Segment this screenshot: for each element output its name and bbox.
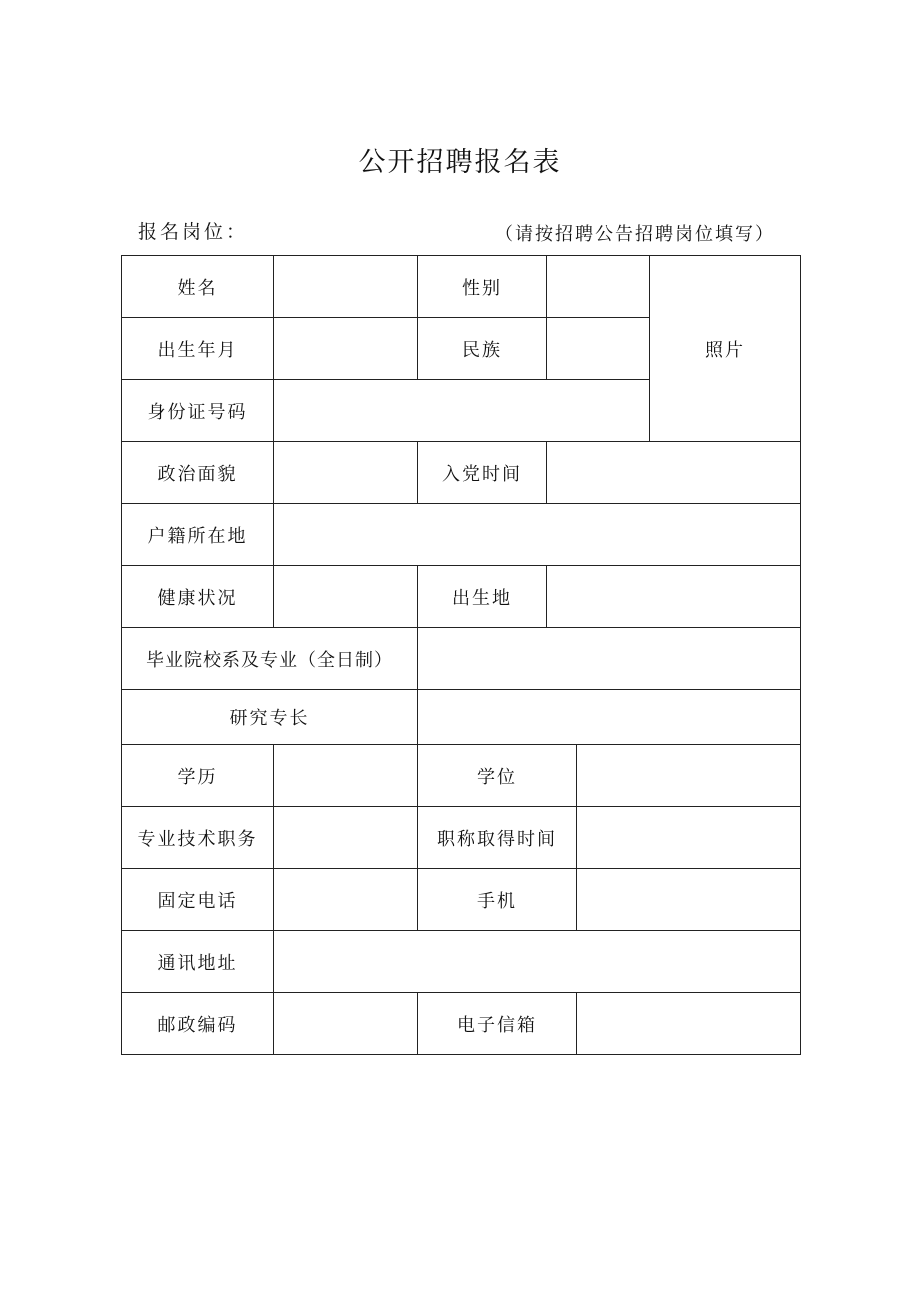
health-status-label: 健康状况: [122, 566, 274, 628]
table-row: [122, 628, 801, 690]
education-input[interactable]: [274, 745, 418, 807]
table-row: [122, 993, 801, 1055]
school-major-input[interactable]: [418, 628, 801, 690]
party-join-date-label: 入党时间: [418, 442, 547, 504]
education-label: 学历: [122, 745, 274, 807]
address-label: 通讯地址: [122, 931, 274, 993]
table-row: [122, 869, 801, 931]
professional-title-label: 专业技术职务: [122, 807, 274, 869]
postal-code-input[interactable]: [274, 993, 418, 1055]
registration-form-table: [121, 255, 801, 1055]
table-row: [122, 931, 801, 993]
birth-date-label: 出生年月: [122, 318, 274, 380]
degree-input[interactable]: [577, 745, 801, 807]
household-registration-input[interactable]: [274, 504, 801, 566]
political-status-input[interactable]: [274, 442, 418, 504]
research-specialty-input[interactable]: [418, 690, 801, 745]
gender-input[interactable]: [547, 256, 650, 318]
address-input[interactable]: [274, 931, 801, 993]
professional-title-input[interactable]: [274, 807, 418, 869]
table-row: [122, 442, 801, 504]
id-number-input[interactable]: [274, 380, 650, 442]
post-note: （请按招聘公告招聘岗位填写）: [495, 224, 775, 245]
title-date-label: 职称取得时间: [418, 807, 577, 869]
email-label: 电子信箱: [418, 993, 577, 1055]
email-input[interactable]: [577, 993, 801, 1055]
name-label: 姓名: [122, 256, 274, 318]
photo-box[interactable]: 照片: [650, 256, 801, 442]
table-row: [122, 256, 801, 318]
research-specialty-label: 研究专长: [122, 690, 418, 745]
title-date-input[interactable]: [577, 807, 801, 869]
school-major-label: 毕业院校系及专业（全日制）: [122, 628, 418, 690]
table-row: [122, 807, 801, 869]
birthplace-input[interactable]: [547, 566, 801, 628]
party-join-date-input[interactable]: [547, 442, 801, 504]
id-number-label: 身份证号码: [122, 380, 274, 442]
gender-label: 性别: [418, 256, 547, 318]
mobile-input[interactable]: [577, 869, 801, 931]
page-title: 公开招聘报名表: [358, 147, 562, 178]
table-row: [122, 690, 801, 745]
postal-code-label: 邮政编码: [122, 993, 274, 1055]
landline-label: 固定电话: [122, 869, 274, 931]
post-label: 报名岗位：: [138, 221, 249, 243]
political-status-label: 政治面貌: [122, 442, 274, 504]
birth-date-input[interactable]: [274, 318, 418, 380]
ethnicity-label: 民族: [418, 318, 547, 380]
table-row: [122, 745, 801, 807]
mobile-label: 手机: [418, 869, 577, 931]
table-row: [122, 504, 801, 566]
ethnicity-input[interactable]: [547, 318, 650, 380]
birthplace-label: 出生地: [418, 566, 547, 628]
degree-label: 学位: [418, 745, 577, 807]
health-status-input[interactable]: [274, 566, 418, 628]
landline-input[interactable]: [274, 869, 418, 931]
name-input[interactable]: [274, 256, 418, 318]
table-row: [122, 566, 801, 628]
household-registration-label: 户籍所在地: [122, 504, 274, 566]
